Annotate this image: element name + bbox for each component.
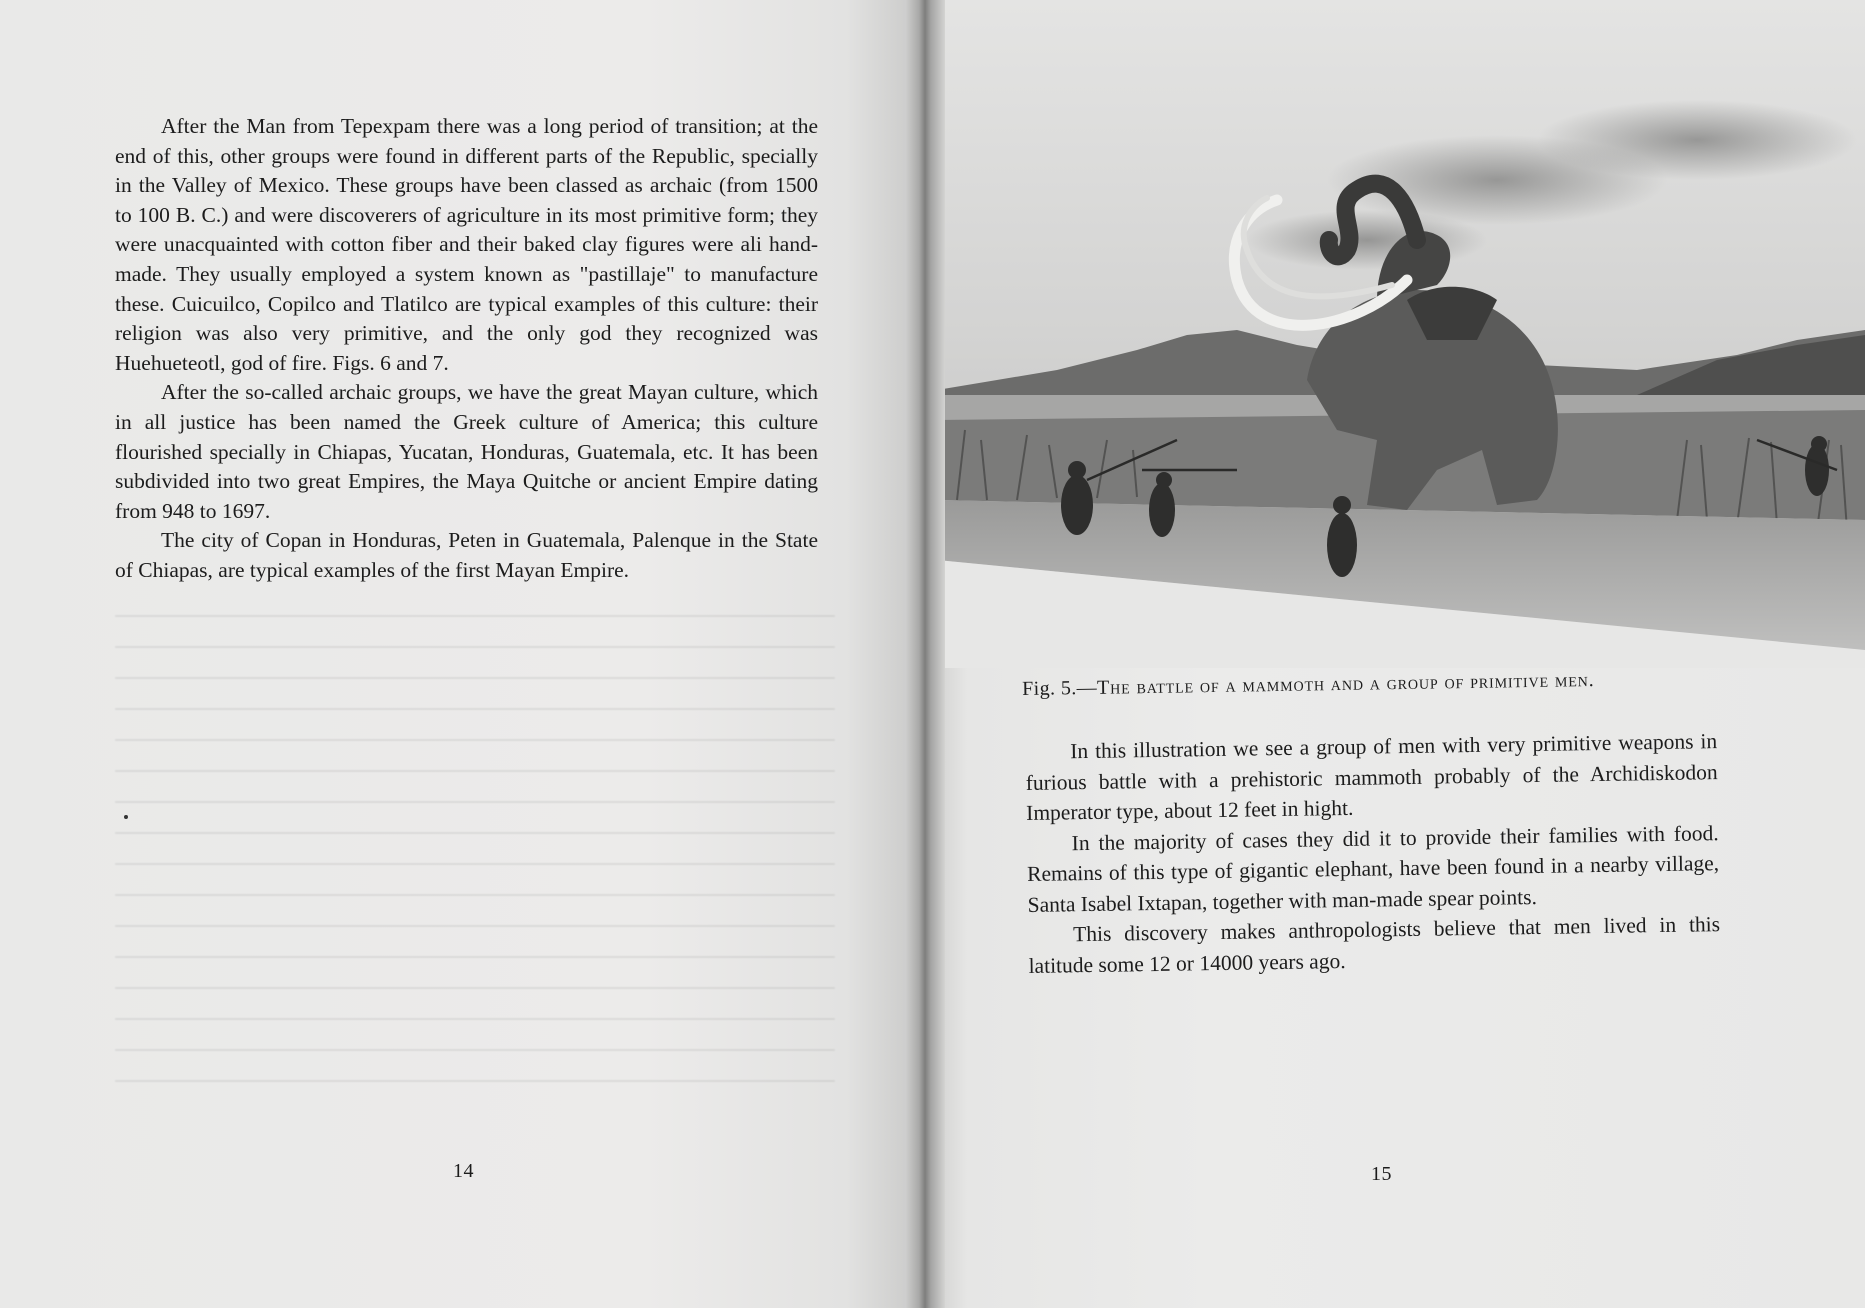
paragraph: The city of Copan in Honduras, Peten in Guatemala, Palenque in the State of Chiapas, are typical examples of the first Mayan Empire. [115, 528, 818, 582]
page-number-left: 14 [453, 1160, 474, 1182]
page-number-right: 15 [1371, 1163, 1392, 1185]
paragraph: After the Man from Tepexpam there was a long period of transition; at the end of this, other groups were found in different parts of the Republic, specially in the Valley of Mexico. These groups have been classed as archaic (from 1500 to 100 B. C.) and were discoverers of agriculture in its most primitive form; they were unacquainted with cotton fiber and their baked clay figures were ali hand-made. They usually employed a system known as "pastillaje" to manufacture these. Cuicuilco, Copilco and Tlatilco are typical examples of this culture: their religion was also very primitive, and the only god they recognized was Huehueteotl, god of fire. Figs. 6 and 7. [115, 114, 818, 375]
paragraph: In the majority of cases they did it to provide their families with food. Remains of this type of gigantic elephant, have been found in a nearby village, Santa Isabel Ixtapan, together with man-made spear points. [1026, 820, 1720, 917]
paragraph: In this illustration we see a group of men with very primitive weapons in furious battle with a prehistoric mammoth probably of the Archidiskodon Imperator type, about 12 feet in hight. [1025, 729, 1718, 825]
caption-title: The battle of a mammoth and a group of primitive men. [1096, 669, 1595, 699]
figure-caption [1022, 666, 1762, 701]
mammoth-battle-photograph [937, 0, 1865, 668]
caption-prefix: Fig. 5.— [1022, 676, 1098, 700]
book-gutter [905, 0, 945, 1308]
left-page [0, 0, 920, 1308]
paragraph: After the so-called archaic groups, we have the great Mayan culture, which in all justice has been named the Greek culture of America; this culture flourished specially in Chiapas, Yucatan, Honduras, Guatemala, etc. It has been subdivided into two great Empires, the Maya Quitche or ancient Empire dating from 948 to 1697. [115, 380, 818, 523]
right-page [930, 0, 1865, 1308]
ink-speck [124, 815, 128, 819]
paragraph: This discovery makes anthropologists believe that men lived in this latitude some 12 or 14000 years ago. [1028, 912, 1721, 978]
right-body-text [1025, 726, 1721, 981]
left-body-text [115, 112, 818, 586]
show-through-text [115, 615, 835, 1125]
